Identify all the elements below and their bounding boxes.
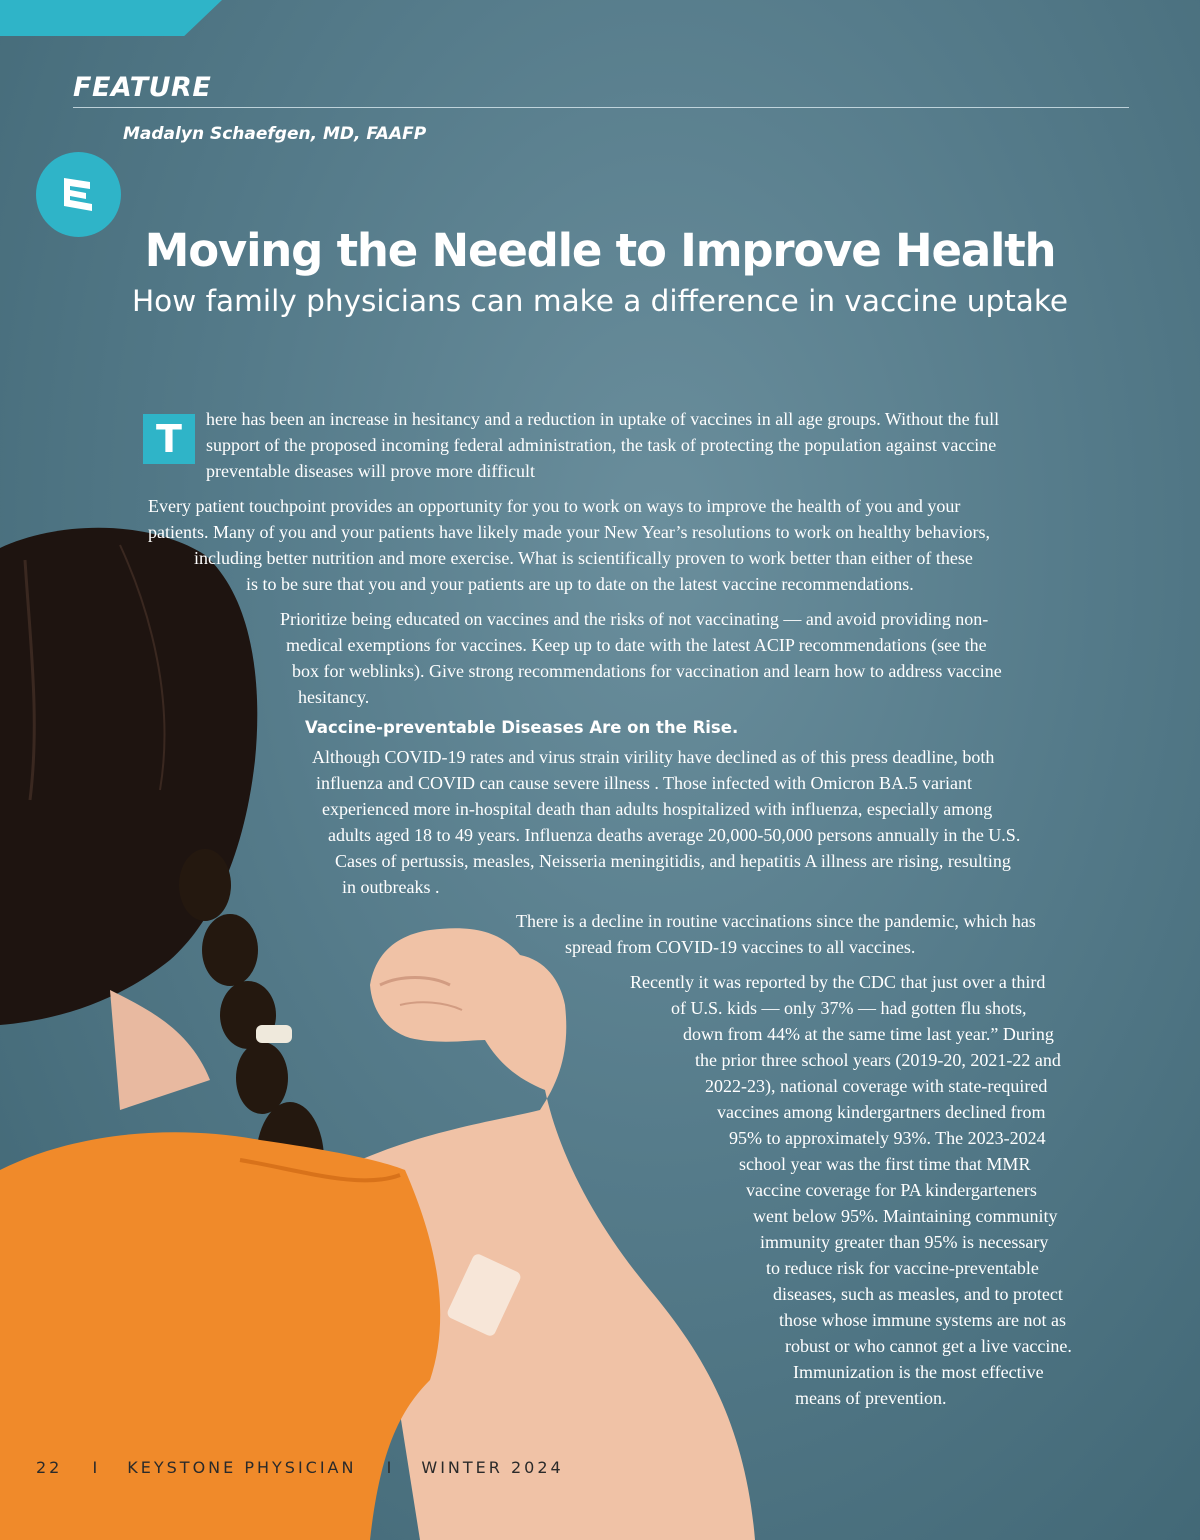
body-line: Although COVID-19 rates and virus strain virility have declined as of this press deadline, both [312,747,995,767]
article-title: Moving the Needle to Improve Health [144,224,1056,277]
body-line: robust or who cannot get a live vaccine. [785,1336,1072,1356]
body-line: means of prevention. [795,1388,947,1408]
corner-accent-tab [0,0,222,36]
body-line: There is a decline in routine vaccinations since the pandemic, which has [516,911,1036,931]
section-subhead: Vaccine-preventable Diseases Are on the Rise. [305,718,739,737]
body-line: vaccines among kindergartners declined from [717,1102,1046,1122]
section-label: FEATURE [73,72,212,103]
body-line: Immunization is the most effective [793,1362,1044,1382]
issue-date: WINTER 2024 [421,1458,564,1477]
footer-separator: I [386,1458,392,1477]
body-line: Every patient touchpoint provides an opportunity for you to work on ways to improve the health of you and your [148,496,961,516]
section-divider [73,107,1129,108]
body-line: medical exemptions for vaccines. Keep up to date with the latest ACIP recommendations (see the [286,635,987,655]
body-line: patients. Many of you and your patients have likely made your New Year’s resolutions to work on healthy behaviors, [148,522,991,542]
publication-name: KEYSTONE PHYSICIAN [127,1458,357,1477]
body-line: those whose immune systems are not as [779,1310,1066,1330]
body-line: preventable diseases will prove more difficult [206,461,536,481]
body-line: of U.S. kids — only 37% — had gotten flu shots, [671,998,1027,1018]
body-line: Cases of pertussis, measles, Neisseria meningitidis, and hepatitis A illness are rising, resulting [335,851,1011,871]
body-line: down from 44% at the same time last year.” During [683,1024,1054,1044]
hair-tie [256,1025,292,1043]
body-line: 95% to approximately 93%. The 2023-2024 [729,1128,1046,1148]
body-line: 2022-23), national coverage with state-required [705,1076,1048,1096]
body-line: Recently it was reported by the CDC that just over a third [630,972,1046,992]
body-line: diseases, such as measles, and to protect [773,1284,1063,1304]
body-line: the prior three school years (2019-20, 2021-22 and [695,1050,1061,1070]
body-line: including better nutrition and more exercise. What is scientifically proven to work better than either of these [194,548,973,568]
body-line: vaccine coverage for PA kindergarteners [746,1180,1037,1200]
body-line: box for weblinks). Give strong recommendations for vaccination and learn how to address vaccine [292,661,1002,681]
body-line: spread from COVID-19 vaccines to all vaccines. [565,937,916,957]
page-number: 22 [36,1458,63,1477]
body-line: support of the proposed incoming federal administration, the task of protecting the population against vaccine [206,435,997,455]
body-line: hesitancy. [298,687,370,707]
body-line: Prioritize being educated on vaccines and the risks of not vaccinating — and avoid providing non- [280,609,989,629]
body-line: went below 95%. Maintaining community [753,1206,1058,1226]
body-line: immunity greater than 95% is necessary [760,1232,1049,1252]
footer-separator: I [92,1458,98,1477]
body-line: is to be sure that you and your patients are up to date on the latest vaccine recommendations. [246,574,914,594]
orange-shirt [0,1132,440,1540]
body-line: adults aged 18 to 49 years. Influenza deaths average 20,000-50,000 persons annually in the U.S. [328,825,1021,845]
body-line: to reduce risk for vaccine-preventable [766,1258,1039,1278]
body-line: school year was the first time that MMR [739,1154,1031,1174]
body-line: influenza and COVID can cause severe illness . Those infected with Omicron BA.5 variant [316,773,972,793]
body-line: experienced more in-hospital death than adults hospitalized with influenza, especially among [322,799,993,819]
page-footer [36,1458,564,1477]
drop-cap: T [143,414,195,464]
body-line: in outbreaks . [342,877,440,897]
author-byline: Madalyn Schaefgen, MD, FAAFP [123,124,427,144]
article-subtitle: How family physicians can make a difference in vaccine uptake [131,284,1069,318]
body-line: here has been an increase in hesitancy and a reduction in uptake of vaccines in all age groups. Without the full [206,409,1000,429]
